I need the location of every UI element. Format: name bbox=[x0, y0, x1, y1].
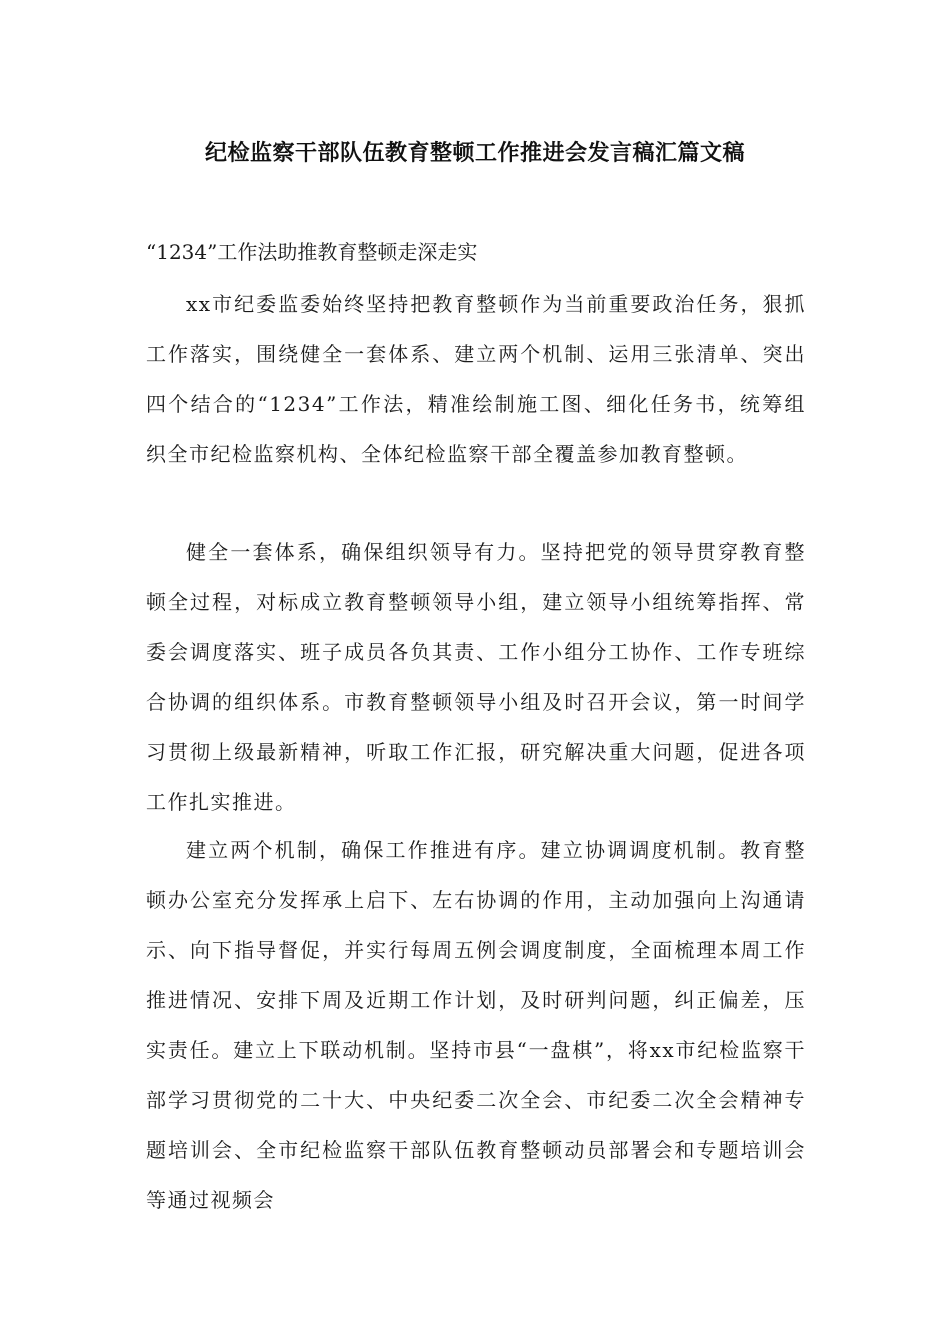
paragraph-intro: xx市纪委监委始终坚持把教育整顿作为当前重要政治任务，狠抓工作落实，围绕健全一套体系、建立两个机制、运用三张清单、突出四个结合的“1234”工作法，精准绘制施工图、细化任务书，统筹组织全市纪检监察机构、全体纪检监察干部全覆盖参加教育整顿。 bbox=[146, 292, 806, 466]
paragraph-mechanisms: 建立两个机制，确保工作推进有序。建立协调调度机制。教育整顿办公室充分发挥承上启下、左右协调的作用，主动加强向上沟通请示、向下指导督促，并实行每周五例会调度制度，全面梳理本周工作推进情况、安排下周及近期工作计划，及时研判问题，纠正偏差，压实责任。建立上下联动机制。坚持市县“一盘棋”，将xx市纪检监察干部学习贯彻党的二十大、中央纪委二次全会、市纪委二次全会精神专题培训会、全市纪检监察干部队伍教育整顿动员部署会和专题培训会等通过视频会 bbox=[146, 838, 806, 1212]
paragraph-system: 健全一套体系，确保组织领导有力。坚持把党的领导贯穿教育整顿全过程，对标成立教育整顿领导小组，建立领导小组统筹指挥、常委会调度落实、班子成员各负其责、工作小组分工协作、工作专班综合协调的组织体系。市教育整顿领导小组及时召开会议，第一时间学习贯彻上级最新精神，听取工作汇报，研究解决重大问题，促进各项工作扎实推进。 bbox=[146, 540, 806, 814]
document-title: 纪检监察干部队伍教育整顿工作推进会发言稿汇篇文稿 bbox=[204, 141, 745, 166]
document-subtitle: “1234”工作法助推教育整顿走深走实 bbox=[146, 240, 478, 264]
